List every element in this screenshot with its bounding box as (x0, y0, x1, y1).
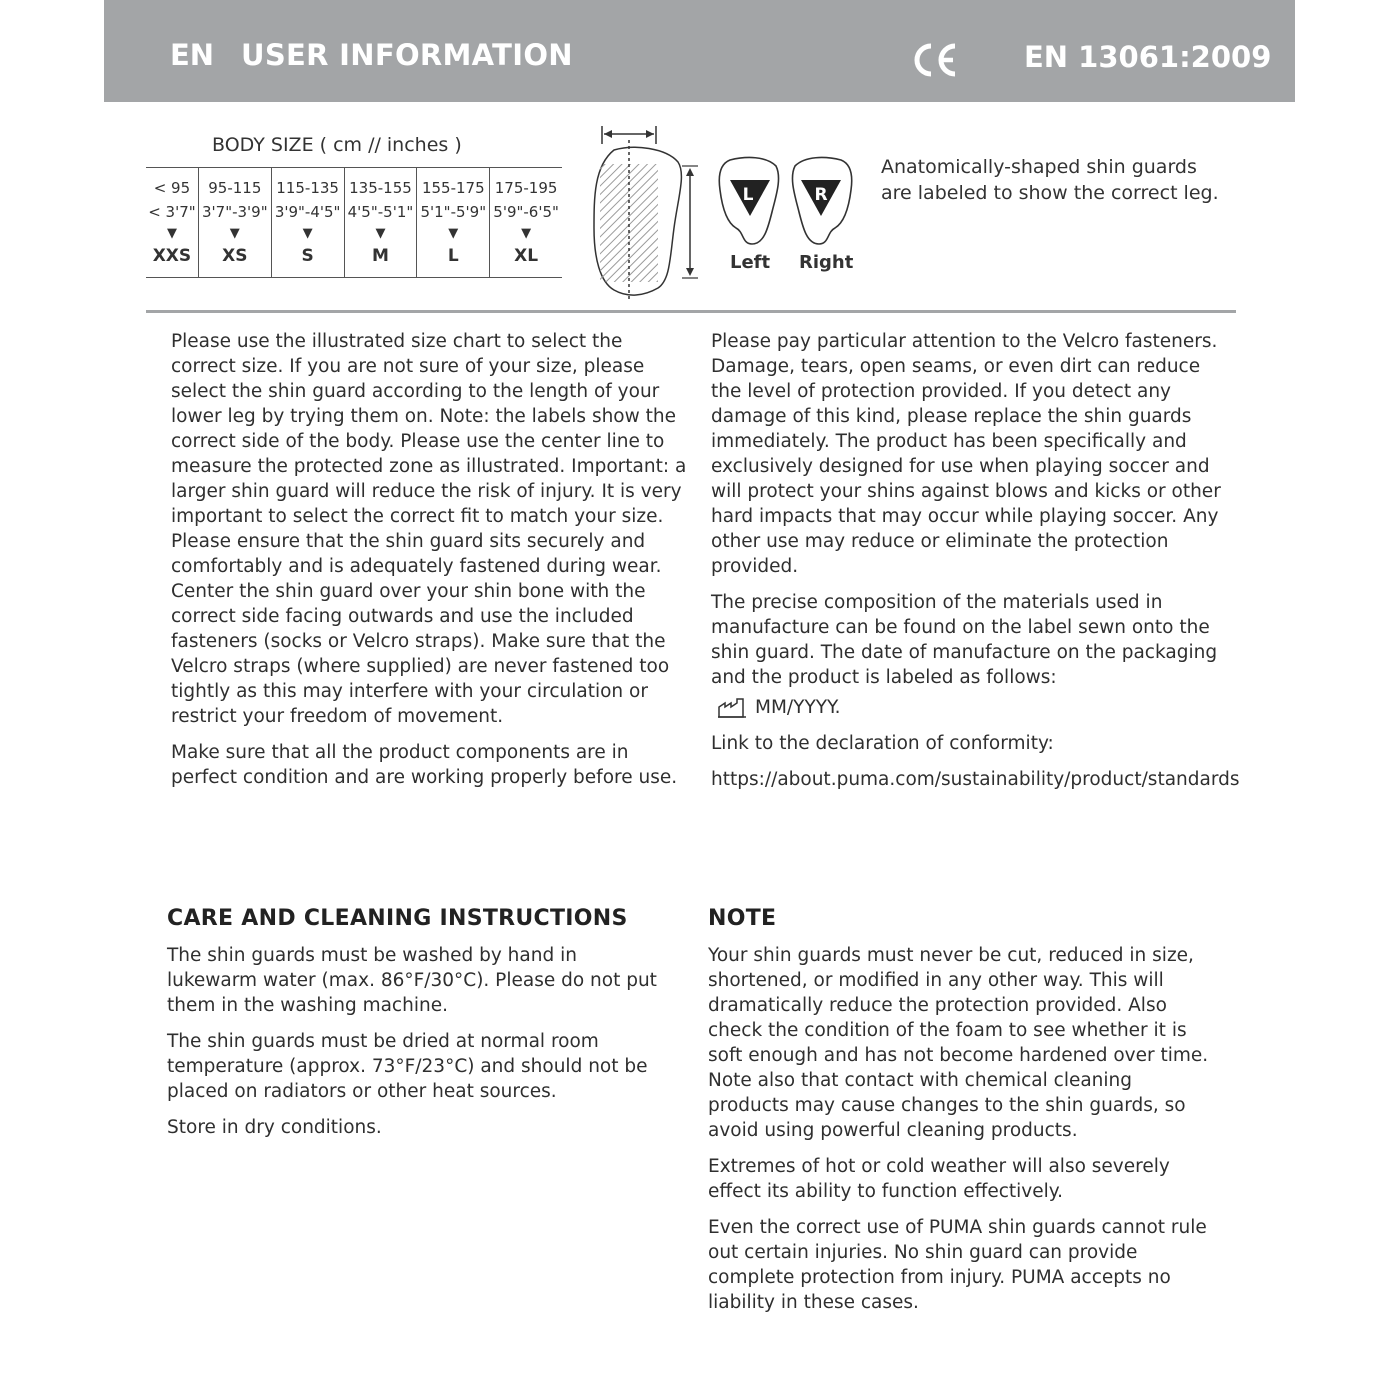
instructions-column-left (171, 329, 691, 801)
standard-number: EN 13061:2009 (1024, 40, 1272, 74)
size-cm: 155-175 (421, 179, 485, 197)
right-leg-letter: R (814, 185, 828, 205)
size-label: M (372, 246, 389, 266)
size-chart-table (146, 167, 562, 278)
size-column (271, 168, 344, 278)
size-inches: 5'1"-5'9" (420, 203, 487, 221)
manufacture-date-line (717, 695, 1231, 720)
paragraph: Extremes of hot or cold weather will also severely effect its ability to function effectively. (708, 1156, 1170, 1202)
paragraph: The precise composition of the materials used in manufacture can be found on the label sewn onto the shin guard. The date of manufacture on the packaging and the product is labeled as follows: (711, 592, 1218, 688)
paragraph: Store in dry conditions. (167, 1117, 382, 1138)
right-leg-guard-icon (789, 156, 855, 248)
right-leg-caption: Right (799, 252, 854, 273)
note-heading: NOTE (708, 906, 777, 931)
size-label: L (447, 246, 459, 266)
left-leg-caption: Left (730, 252, 771, 273)
size-cm: 95-115 (208, 179, 262, 197)
paragraph: Your shin guards must never be cut, reduced in size, shortened, or modified in any other way. This will dramatically reduce the protection provided. Also check the condition of the foam to see whether it is soft enough and has not become hardened over time. Note also that contact with chemical cleaning products may cause changes to the shin guards, so avoid using powerful cleaning products. (708, 945, 1209, 1141)
anatomical-description: Anatomically-shaped shin guards are labeled to show the correct leg. (881, 156, 1219, 204)
size-column (490, 168, 562, 278)
paragraph: Make sure that all the product components are in perfect condition and are working properly before use. (171, 742, 678, 788)
size-cm: 175-195 (494, 179, 558, 197)
note-section (708, 905, 1218, 1326)
size-inches: 3'7"-3'9" (201, 203, 268, 221)
left-leg-guard-icon (716, 156, 782, 248)
care-heading: CARE AND CLEANING INSTRUCTIONS (167, 906, 628, 931)
size-label: XL (514, 246, 539, 266)
conformity-link[interactable]: https://about.puma.com/sustainability/product/standards (711, 769, 1240, 790)
paragraph: Link to the declaration of conformity: (711, 733, 1054, 754)
down-arrow-icon: ▼ (229, 226, 240, 241)
down-arrow-icon: ▼ (302, 226, 313, 241)
size-column (417, 168, 490, 278)
size-column (198, 168, 271, 278)
paragraph: The shin guards must be washed by hand in lukewarm water (max. 86°F/30°C). Please do not put them in the washing machine. (167, 945, 657, 1016)
ce-mark-icon (913, 42, 959, 78)
size-label: XXS (152, 246, 192, 266)
size-column (146, 168, 198, 278)
shin-guard-measurement-icon (574, 118, 704, 308)
size-cm: < 95 (153, 179, 191, 197)
size-inches: < 3'7" (148, 203, 196, 221)
manufacture-date-format: MM/YYYY. (755, 697, 841, 718)
language-code: EN (170, 38, 215, 72)
page-title: USER INFORMATION (241, 38, 573, 72)
size-inches: 4'5"-5'1" (347, 203, 414, 221)
down-arrow-icon: ▼ (375, 226, 386, 241)
size-chart-title: BODY SIZE ( cm // inches ) (212, 134, 462, 156)
paragraph: Please pay particular attention to the Velcro fasteners. Damage, tears, open seams, or even dirt can reduce the level of protection provided. If you detect any damage of this kind, please replace the shin guards immediately. The product has been specifically and exclusively designed for use when playing soccer and will protect your shins against blows and kicks or other hard impacts that may occur while playing soccer. Any other use may reduce or eliminate the protection provided. (711, 331, 1221, 577)
down-arrow-icon: ▼ (166, 226, 177, 241)
paragraph: The shin guards must be dried at normal room temperature (approx. 73°F/23°C) and should not be placed on radiators or other heat sources. (167, 1031, 648, 1102)
section-divider (146, 310, 1236, 313)
header-bar (104, 0, 1295, 102)
size-label: XS (222, 246, 248, 266)
left-leg-letter: L (742, 185, 754, 205)
size-cm: 135-155 (349, 179, 412, 197)
size-label: S (301, 246, 314, 266)
size-cm: 115-135 (276, 179, 339, 197)
care-section (167, 905, 667, 1151)
size-column (344, 168, 417, 278)
paragraph: Even the correct use of PUMA shin guards cannot rule out certain injuries. No shin guard can provide complete protection from injury. PUMA accepts no liability in these cases. (708, 1217, 1207, 1313)
size-inches: 5'9"-6'5" (493, 203, 559, 221)
factory-icon (717, 697, 747, 719)
instructions-column-right (711, 329, 1240, 803)
down-arrow-icon: ▼ (448, 226, 459, 241)
size-inches: 3'9"-4'5" (274, 203, 341, 221)
paragraph: Please use the illustrated size chart to select the correct size. If you are not sure of your size, please select the shin guard according to the length of your lower leg by trying them on. Note: the labels show the correct side of the body. Please use the center line to measure the protected zone as illustrated. Important: a larger shin guard will reduce the risk of injury. It is very important to select the correct fit to match your size. Please ensure that the shin guard sits securely and comfortably and is adequately fastened during wear. Center the shin guard over your shin bone with the correct side facing outwards and use the included fasteners (socks or Velcro straps). Make sure that the Velcro straps (where supplied) are never fastened too tightly as this may interfere with your circulation or restrict your freedom of movement. (171, 331, 687, 727)
down-arrow-icon: ▼ (521, 226, 532, 241)
